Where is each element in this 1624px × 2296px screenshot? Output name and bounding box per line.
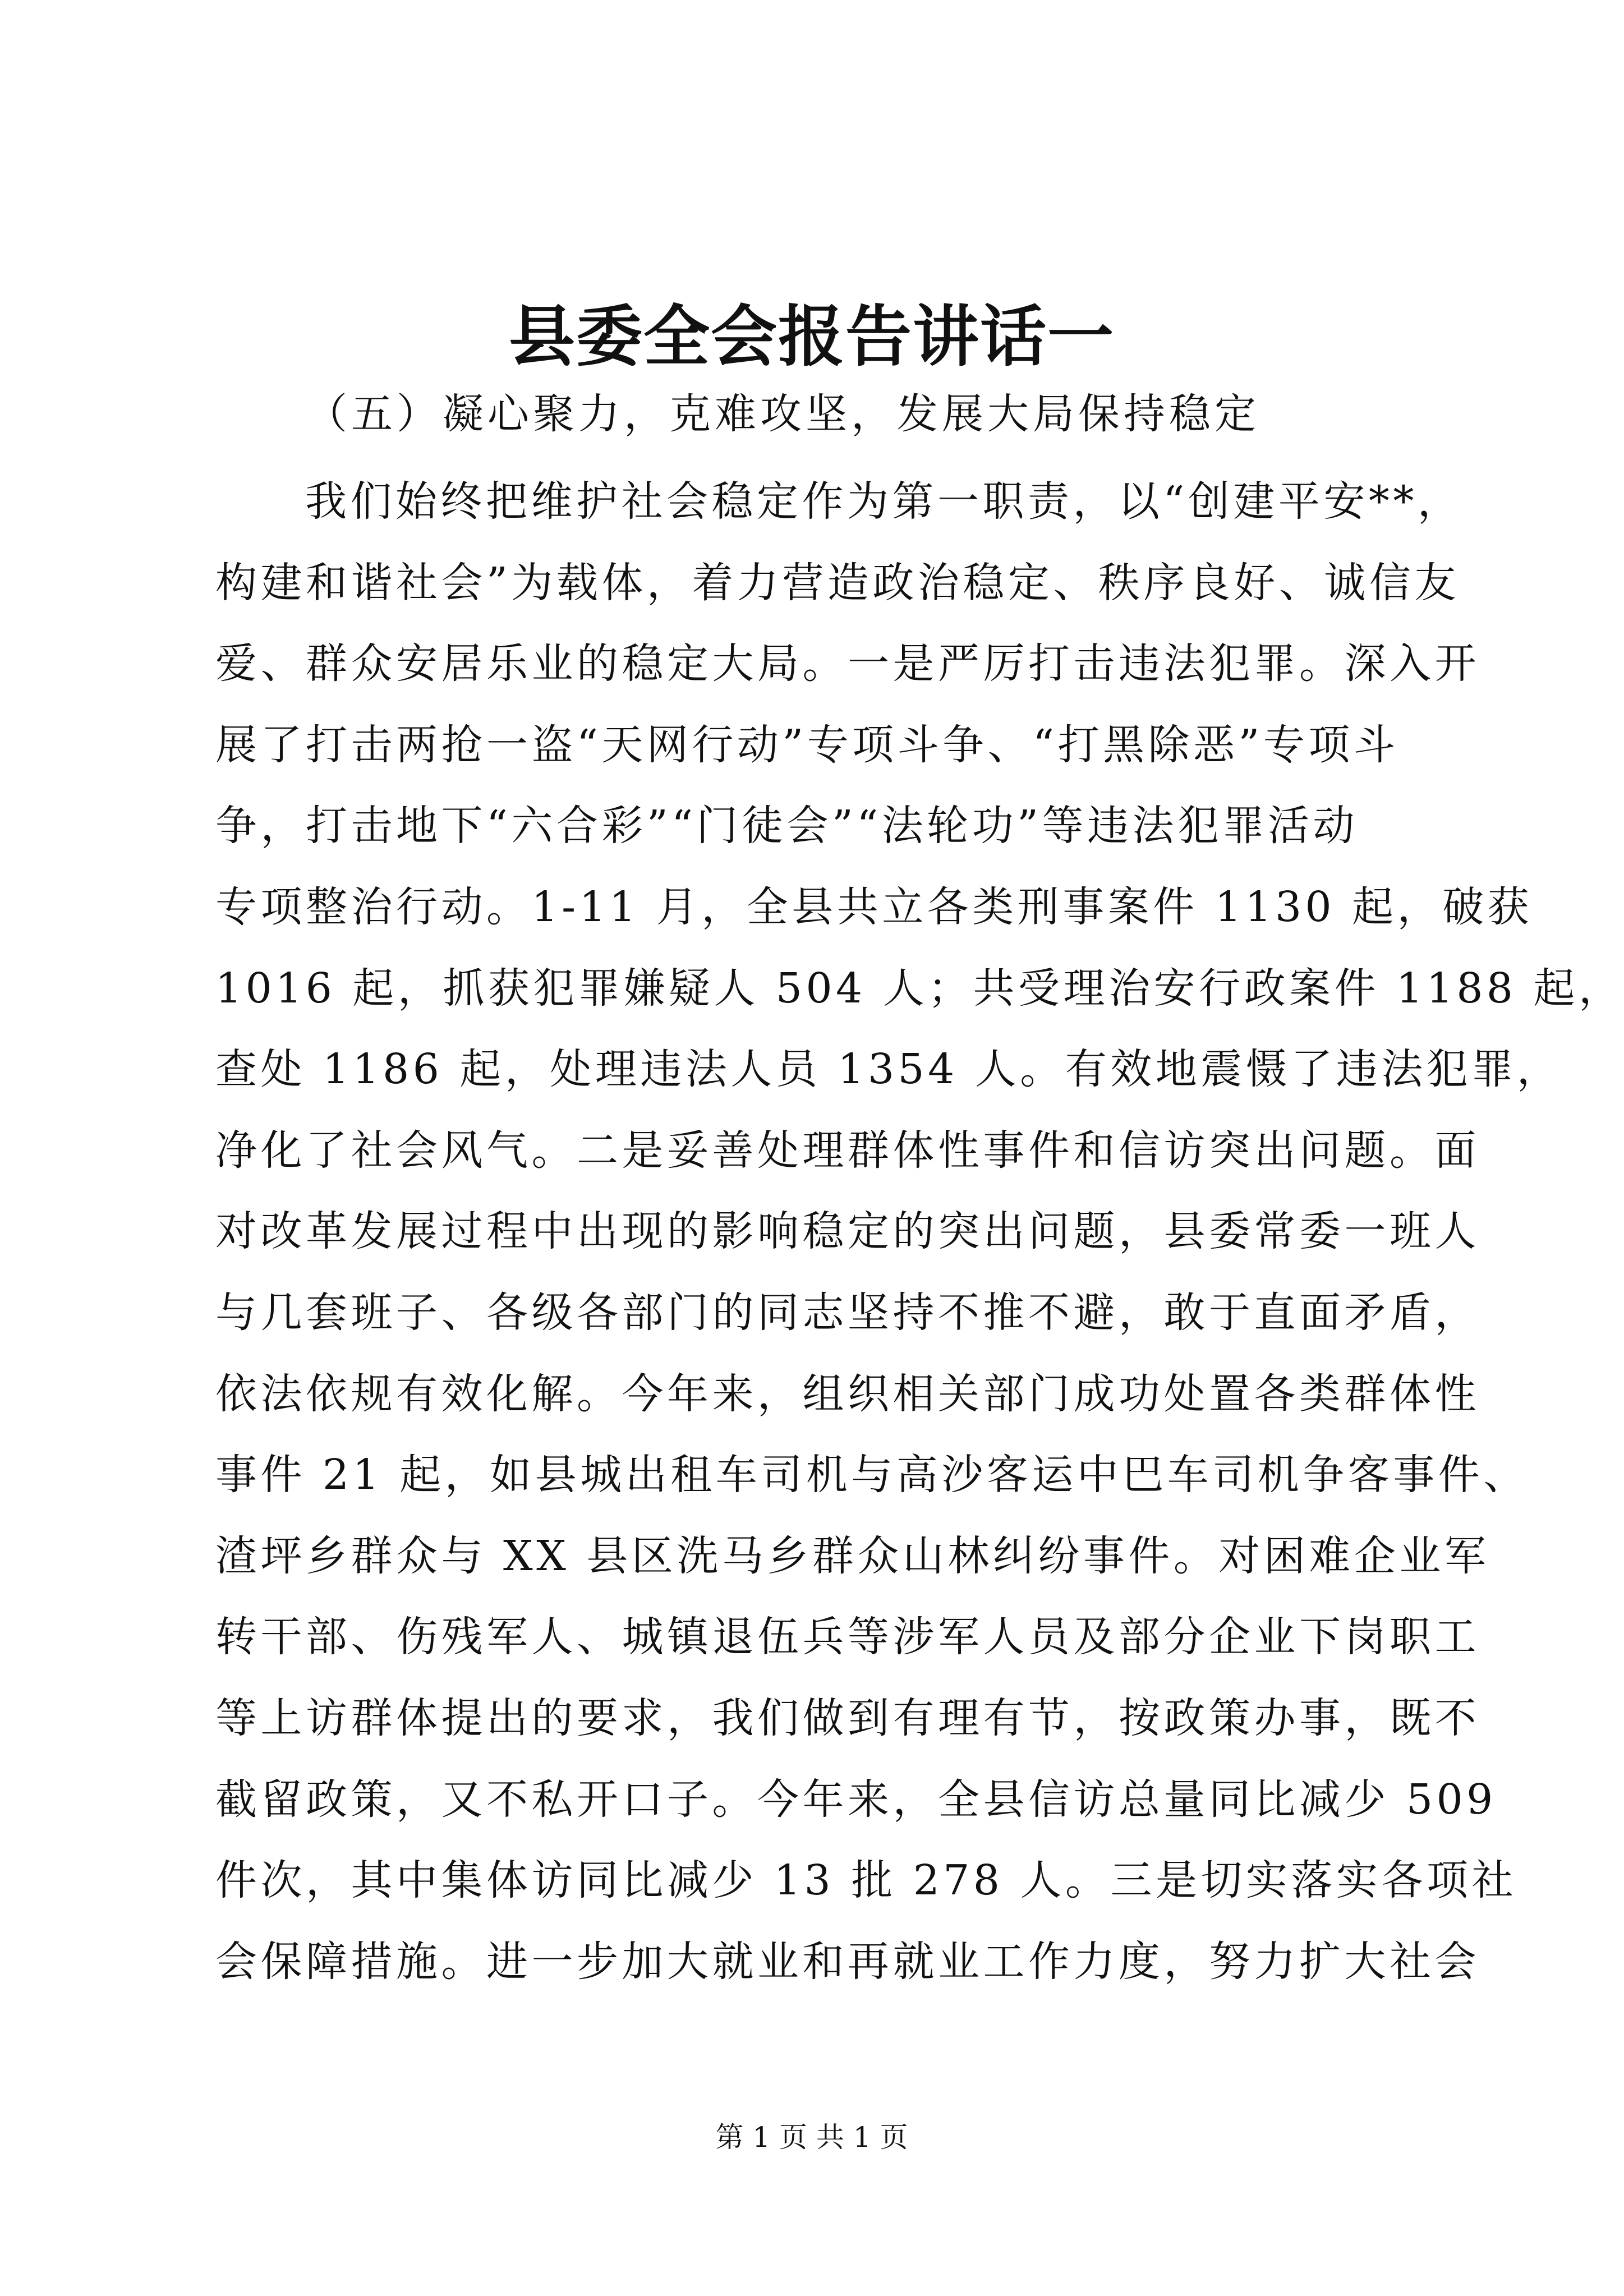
body-line: 会保障措施。进一步加大就业和再就业工作力度，努力扩大社会 — [215, 1937, 1480, 1986]
body-line: 事件 21 起，如县城出租车司机与高沙客运中巴车司机争客事件、 — [215, 1451, 1529, 1499]
body-line: 构建和谐社会”为载体，着力营造政治稳定、秩序良好、诚信友 — [215, 558, 1460, 607]
body-line: 净化了社会风气。二是妥善处理群体性事件和信访突出问题。面 — [215, 1126, 1480, 1175]
body-line: 对改革发展过程中出现的影响稳定的突出问题，县委常委一班人 — [215, 1207, 1480, 1256]
body-line: 渣坪乡群众与 XX 县区洗马乡群众山林纠纷事件。对困难企业军 — [215, 1531, 1490, 1580]
body-line: 转干部、伤残军人、城镇退伍兵等涉军人员及部分企业下岗职工 — [215, 1613, 1480, 1662]
body-line: 专项整治行动。1-11 月，全县共立各类刑事案件 1130 起，破获 — [215, 882, 1533, 931]
page-footer: 第 1 页 共 1 页 — [715, 2121, 908, 2154]
body-line: 件次，其中集体访同比减少 13 批 278 人。三是切实落实各项社 — [215, 1856, 1517, 1905]
body-line: 我们始终把维护社会稳定作为第一职责，以“创建平安**， — [305, 477, 1463, 526]
body-line: 与几套班子、各级各部门的同志坚持不推不避，敢于直面矛盾， — [215, 1288, 1480, 1337]
body-line: 展了打击两抢一盗“天网行动”专项斗争、“打黑除恶”专项斗 — [215, 720, 1399, 769]
body-line: 查处 1186 起，处理违法人员 1354 人。有效地震慑了违法犯罪， — [215, 1045, 1562, 1094]
body-line: 争，打击地下“六合彩”“门徒会”“法轮功”等违法犯罪活动 — [215, 802, 1358, 850]
body-paragraph — [215, 461, 1624, 2002]
body-line: 爱、群众安居乐业的稳定大局。一是严厉打击违法犯罪。深入开 — [215, 639, 1480, 688]
body-line: 截留政策，又不私开口子。今年来，全县信访总量同比减少 509 — [215, 1775, 1497, 1824]
body-line: 依法依规有效化解。今年来，组织相关部门成功处置各类群体性 — [215, 1369, 1480, 1418]
document-title: 县委全会报告讲话一 — [508, 297, 1115, 375]
section-heading: （五）凝心聚力，克难攻坚，发展大局保持稳定 — [306, 390, 1260, 438]
body-line: 等上访群体提出的要求，我们做到有理有节，按政策办事，既不 — [215, 1694, 1480, 1742]
body-line: 1016 起，抓获犯罪嫌疑人 504 人；共受理治安行政案件 1188 起， — [215, 964, 1624, 1013]
